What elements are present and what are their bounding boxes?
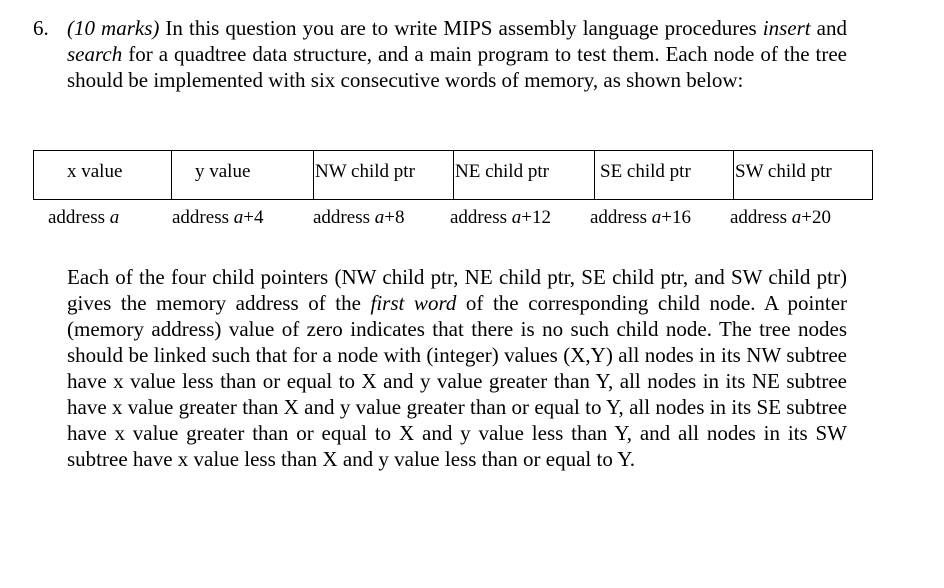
explanation-text-a: Each of the four child pointers (NW child ptr, NE child ptr, SE child ptr, and SW child ptr) gives the memory address of the [67,265,847,315]
address-label-12: address a+12 [450,207,551,228]
first-word-emphasis: first word [370,291,457,315]
explanation-text-b: of the corresponding child node. A pointer (memory address) value of zero indicates that there is no such child node. The tree nodes should be linked such that for a node with (integer) values (X,Y) all nodes in its NW subtree have x value less than or equal to X and y value greater than Y, all nodes in its NE subtree have x value greater than X and y value greater than or equal to Y, all nodes in its SE subtree have x value greater than or equal to X and y value less than Y, and all nodes in its SW subtree have x value less than X and y value less than or equal to Y. [67,291,848,471]
node-layout-table [33,150,873,200]
field-cell-sw-child-ptr: SW child ptr [734,151,873,200]
intro-text-c: for a quadtree data structure, and a main program to test them. Each node of the tree should be implemented with six consecutive words of memory, as shown below: [67,42,847,92]
field-cell-y-value: y value [172,151,314,200]
procedure-insert: insert [762,16,811,40]
marks-label: (10 marks) [67,16,160,40]
question-number: 6. [33,16,49,40]
address-label-16: address a+16 [590,207,691,228]
procedure-search: search [67,42,123,66]
address-label-4: address a+4 [172,207,264,228]
field-cell-se-child-ptr: SE child ptr [595,151,734,200]
field-cell-x-value: x value [34,151,172,200]
intro-text-b: and [810,16,847,40]
address-label-20: address a+20 [730,207,831,228]
address-label-0: address a [48,207,120,228]
question-intro [67,15,847,93]
address-label-8: address a+8 [313,207,405,228]
intro-text-a: In this question you are to write MIPS assembly language procedures [159,16,763,40]
field-cell-nw-child-ptr: NW child ptr [314,151,454,200]
field-cell-ne-child-ptr: NE child ptr [454,151,595,200]
table-row [34,151,873,200]
explanation-paragraph [67,264,847,472]
